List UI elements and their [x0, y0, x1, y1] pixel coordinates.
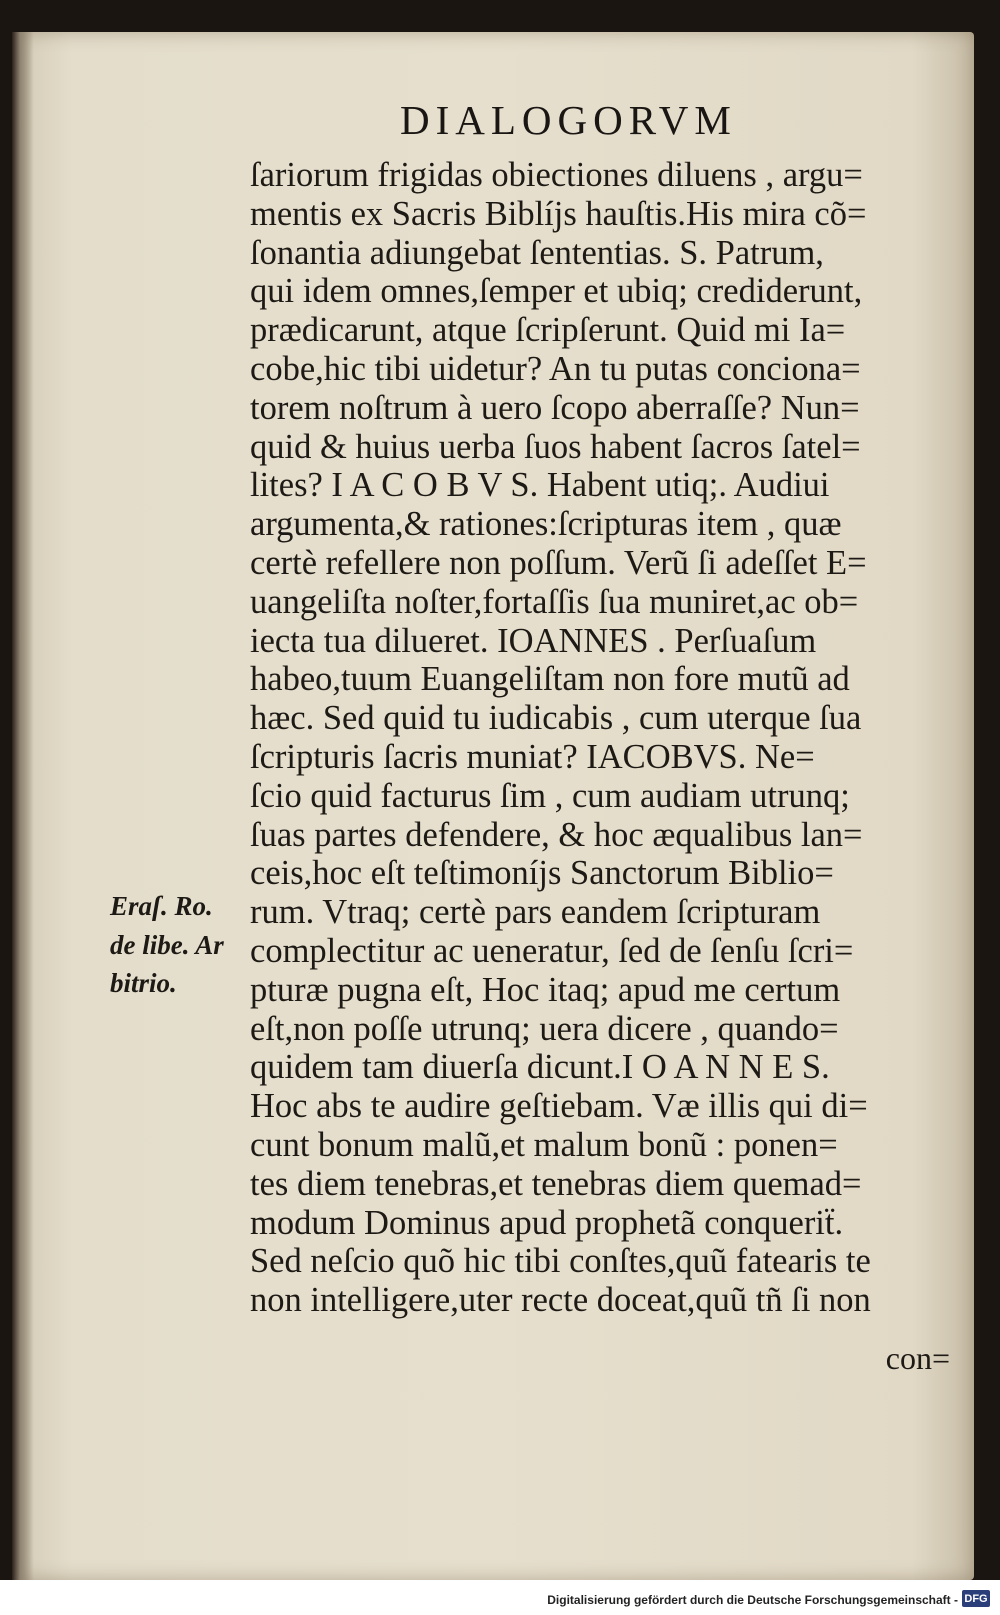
text-line: prædicarunt, atque ſcripſerunt. Quid mi Ia= — [250, 311, 846, 350]
text-line: ſcio quid facturus ſim , cum audiam utrunq; — [250, 776, 850, 815]
text-line: quid & huius uerba ſuos habent ſacros ſatel= — [250, 427, 861, 466]
text-line: certè refellere non poſſum. Verũ ſi adeſſet E= — [250, 543, 867, 582]
text-line: quidem tam diuerſa dicunt.I O A N N E S. — [250, 1048, 830, 1087]
text-line: eſt,non poſſe utrunq; uera dicere , quando= — [250, 1009, 839, 1048]
running-head: DIALOGORVM — [400, 97, 737, 143]
page-gutter — [12, 32, 34, 1580]
text-line: qui idem omnes,ſemper et ubiq; crediderunt, — [250, 272, 863, 311]
dfg-logo-icon: DFG — [962, 1590, 990, 1607]
body-text — [250, 156, 950, 1320]
text-line: ſonantia adiungebat ſententias. S. Patrum, — [250, 233, 824, 272]
marginal-note-line: bitrio. — [110, 968, 177, 998]
text-line: habeo,tuum Euangeliſtam non fore mutũ ad — [250, 660, 850, 699]
text-line: ceis,hoc eſt teſtimoníjs Sanctorum Biblio= — [250, 854, 834, 893]
text-line: ſariorum frigidas obiectiones diluens , argu= — [250, 156, 863, 194]
text-line: complectitur ac ueneratur, ſed de ſenſu ſcri= — [250, 931, 854, 970]
text-line: ſcripturis ſacris muniat? IACOBVS. Ne= — [250, 737, 815, 776]
text-line: uangeliſta noſter,fortaſſis ſua muniret,ac ob= — [250, 582, 859, 621]
text-line: argumenta,& rationes:ſcripturas item , quæ — [250, 505, 842, 544]
text-line: torem noſtrum à uero ſcopo aberraſſe? Nun= — [250, 388, 860, 427]
text-line: mentis ex Sacris Biblíjs hauſtis.His mira cõ= — [250, 194, 867, 233]
marginal-note — [110, 887, 255, 1003]
text-line: pturæ pugna eſt, Hoc itaq; apud me certum — [250, 970, 841, 1009]
marginal-note-line: Eraſ. Ro. — [110, 891, 213, 921]
text-line: Hoc abs te audire geſtiebam. Væ illis qui di= — [250, 1087, 868, 1126]
text-line: iecta tua dilueret. IOANNES . Perſuaſum — [250, 621, 817, 660]
text-line: Sed neſcio quõ hic tibi conſtes,quũ fatearis te — [250, 1242, 871, 1281]
digitization-credit: Digitalisierung gefördert durch die Deutsche Forschungsgemeinschaft - — [547, 1593, 958, 1607]
catchword: con= — [885, 1340, 950, 1376]
text-line: ſuas partes defendere, & hoc æqualibus lan= — [250, 815, 863, 854]
text-line: hæc. Sed quid tu iudicabis , cum uterque ſua — [250, 699, 862, 738]
text-line: lites? I A C O B V S. Habent utiq;. Audiui — [250, 466, 830, 505]
text-line: cunt bonum malũ,et malum bonũ : ponen= — [250, 1125, 838, 1164]
text-line: rum. Vtraq; certè pars eandem ſcripturam — [250, 893, 821, 932]
marginal-note-line: de libe. Ar — [110, 929, 224, 960]
text-line: tes diem tenebras,et tenebras diem quemad= — [250, 1164, 862, 1203]
text-line: cobe,hic tibi uidetur? An tu putas conciona= — [250, 349, 861, 388]
text-line: non intelligere,uter recte doceat,quũ tñ ſi non — [250, 1281, 871, 1320]
text-line: modum Dominus apud prophetã conqueriẗ. — [250, 1203, 844, 1242]
